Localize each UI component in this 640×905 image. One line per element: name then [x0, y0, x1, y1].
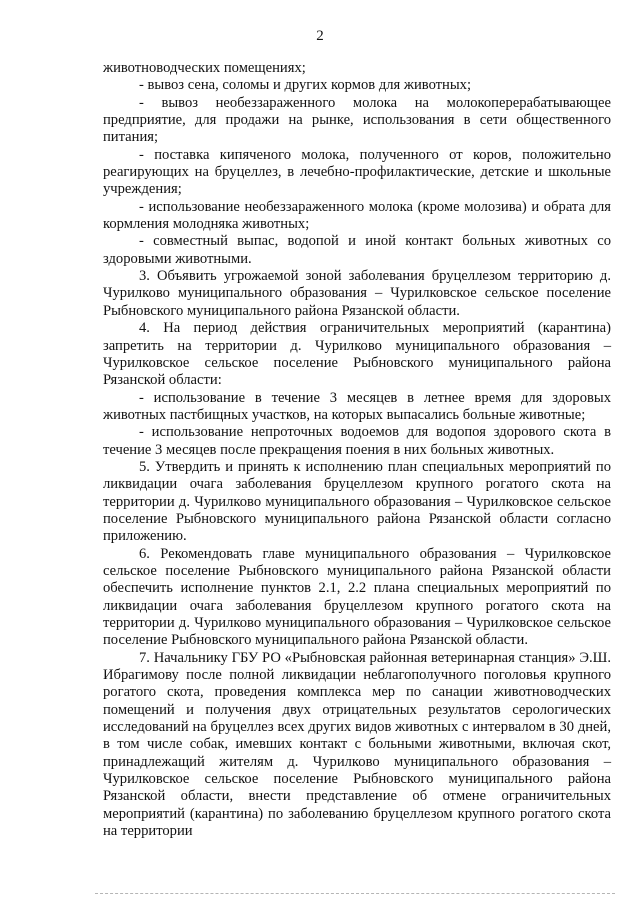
list-item-joint-grazing: - совместный выпас, водопой и иной контакт больных животных со здоровыми животными. [103, 233, 611, 267]
list-item-pastures: - использование в течение 3 месяцев в летнее время для здоровых животных пастбищных участков, на которых выпасались больные животные; [103, 389, 611, 423]
page-number: 2 [316, 28, 324, 44]
paragraph-item-7: 7. Начальнику ГБУ РО «Рыбновская районная ветеринарная станция» Э.Ш. Ибрагимову после полной ликвидации неблагополучного поголовья крупного рогатого скота, проведения комплекса мер по санации животноводческих помещений и получения двух отрицательных результатов серологических исследований на бруцеллез всех других видов животных с интервалом в 30 дней, в том числе собак, имевших контакт с больными животными, включая скот, принадлежащий жителям д. Чурилково муниципального образования – Чурилковское сельское поселение Рыбновского муниципального района Рязанской области, внести представление об отмене ограничительных мероприятий (карантина) по заболеванию бруцеллезом крупного рогатого скота на территории [103, 649, 611, 840]
document-body [103, 60, 611, 840]
paragraph-item-6: 6. Рекомендовать главе муниципального образования – Чурилковское сельское поселение Рыбновского муниципального района Рязанской области обеспечить исполнение пунктов 2.1, 2.2 плана специальных мероприятий по ликвидации очага заболевания бруцеллезом крупного рогатого скота на территории д. Чурилково муниципального образования – Чурилковское сельское поселение Рыбновского муниципального района Рязанской области. [103, 545, 611, 649]
list-item-milk-removal: - вывоз необеззараженного молока на молокоперерабатывающее предприятие, для продажи на рынке, использования в сети общественного питания; [103, 94, 611, 146]
list-item-boiled-milk-supply: - поставка кипяченого молока, полученного от коров, положительно реагирующих на бруцеллез, в лечебно-профилактические, детские и школьные учреждения; [103, 146, 611, 198]
paragraph-item-3: 3. Объявить угрожаемой зоной заболевания бруцеллезом территорию д. Чурилково муниципального образования – Чурилковское сельское поселение Рыбновского муниципального района Рязанской области. [103, 268, 611, 319]
paragraph-item-4: 4. На период действия ограничительных мероприятий (карантина) запретить на территории д. Чурилково муниципального образования – Чурилковское сельское поселение Рыбновского муниципального района Рязанской области: [103, 320, 611, 389]
paragraph-continuation: животноводческих помещениях; [103, 60, 306, 76]
list-item-ponds: - использование непроточных водоемов для водопоя здорового скота в течение 3 месяцев после прекращения поения в них больных животных. [103, 424, 611, 458]
list-item-milk-for-young-stock: - использование необеззараженного молока (кроме молозива) и обрата для кормления молодняка животных; [103, 198, 611, 233]
paragraph-item-5: 5. Утвердить и принять к исполнению план специальных мероприятий по ликвидации очага заболевания бруцеллезом крупного рогатого скота на территории д. Чурилково муниципального образования – Чурилковское сельское поселение Рыбновского муниципального района Рязанской области согласно приложению. [103, 458, 611, 545]
bottom-scan-line [95, 893, 615, 894]
list-item-hay-removal: - вывоз сена, соломы и других кормов для животных; [139, 77, 472, 94]
